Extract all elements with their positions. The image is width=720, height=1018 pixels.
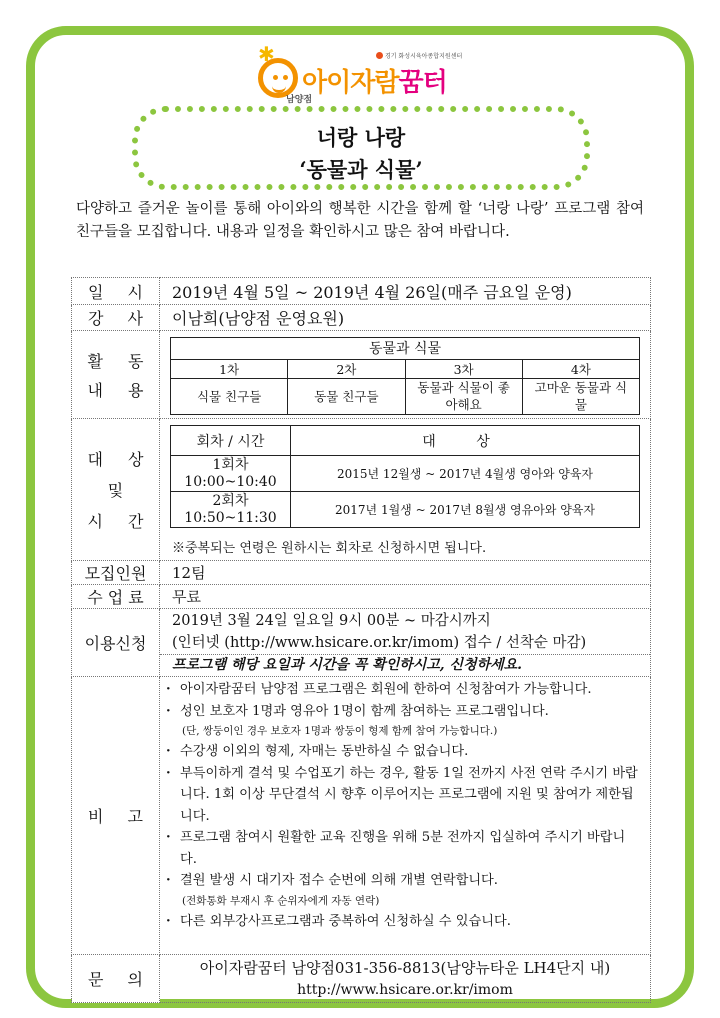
schedule-target: 2017년 1월생 ~ 2017년 8월생 영유아와 양육자 — [291, 492, 640, 528]
value-date: 2019년 4월 5일 ~ 2019년 4월 26일(매주 금요일 운영) — [160, 278, 651, 305]
program-info-table — [71, 277, 651, 1003]
row-activity — [72, 331, 651, 419]
activity-session-content: 식물 친구들 — [171, 378, 288, 414]
value-target — [160, 419, 651, 561]
schedule-target: 2015년 12월생 ~ 2017년 4월생 영아와 양육자 — [291, 456, 640, 492]
value-inquiry — [160, 955, 651, 1003]
list-item: · 수강생 이외의 형제, 자매는 동반하실 수 없습니다. — [164, 741, 642, 763]
list-item: (전화통화 부재시 후 순위자에게 자동 연락) — [182, 894, 380, 907]
logo-branch: 남양점 — [286, 95, 313, 105]
remarks-list — [160, 677, 650, 932]
label-activity: 활 동 내 용 — [72, 331, 160, 419]
schedule-session: 1회차 10:00~10:40 — [171, 456, 291, 492]
logo-name: 아이자람꿈터 — [302, 68, 447, 98]
list-item: · 부득이하게 결석 및 수업포기 하는 경우, 활동 1일 전까지 사전 연락 주시기 바랍니다. 1회 이상 무단결석 시 향후 이루어지는 프로그램에 지원 및 참여가 제한됩니다. — [164, 763, 642, 828]
schedule-row — [171, 456, 640, 492]
activity-session-no: 4차 — [522, 359, 639, 378]
row-fee — [72, 585, 651, 609]
apply-method: (인터넷 (http://www.hsicare.or.kr/imom) 접수 / 선착순 마감) — [172, 635, 587, 651]
schedule-header-time: 회차 / 시간 — [171, 426, 291, 456]
label-remarks: 비 고 — [72, 677, 160, 955]
activity-session-no: 3차 — [405, 359, 522, 378]
list-item: · 아이자람꿈터 남양점 프로그램은 회원에 한하여 신청참여가 가능합니다. — [164, 679, 642, 701]
list-item: · 프로그램 참여시 원활한 교육 진행을 위해 5분 전까지 입실하여 주시기 바랍니다. — [164, 827, 642, 870]
title-line-2: ‘동물과 식물’ — [299, 157, 423, 182]
value-teacher: 이남희(남양점 운영요원) — [160, 305, 651, 331]
list-item: · 다른 외부강사프로그램과 중복하여 신청하실 수 있습니다. — [164, 911, 642, 933]
schedule-table — [170, 425, 640, 528]
title-box — [132, 106, 590, 190]
intro-text: 다양하고 즐거운 놀이를 통해 아이와의 행복한 시간을 함께 할 ‘너랑 나랑’ 프로그램 참여 친구들을 모집합니다. 내용과 일정을 확인하시고 많은 참여 바랍니다. — [76, 201, 644, 240]
activity-session-content: 동물 친구들 — [288, 378, 405, 414]
row-target — [72, 419, 651, 561]
row-apply — [72, 609, 651, 677]
activity-table — [170, 337, 640, 415]
list-item: · 결원 발생 시 대기자 접수 순번에 의해 개별 연락합니다. — [164, 870, 642, 892]
schedule-session: 2회차 10:50~11:30 — [171, 492, 291, 528]
activity-table-title: 동물과 식물 — [171, 337, 640, 359]
activity-session-content: 동물과 식물이 좋아해요 — [405, 378, 522, 414]
value-activity — [160, 331, 651, 419]
center-logo — [258, 44, 468, 104]
apply-period: 2019년 3월 24일 일요일 9시 00분 ~ 마감시까지 — [172, 613, 491, 629]
logo-org: 경기 화성시육아종합지원센터 — [376, 51, 462, 60]
value-fee: 무료 — [160, 585, 651, 609]
value-capacity: 12팀 — [160, 561, 651, 585]
value-apply — [160, 609, 651, 677]
star-icon: ✱ — [258, 42, 275, 66]
label-teacher: 강 사 — [72, 305, 160, 331]
label-date: 일 시 — [72, 278, 160, 305]
label-inquiry: 문 의 — [72, 955, 160, 1003]
value-remarks — [160, 677, 651, 955]
list-item: (단, 쌍둥이인 경우 보호자 1명과 쌍둥이 형제 함께 참여 가능합니다.) — [182, 725, 498, 737]
label-target: 대 상 및 시 간 — [72, 419, 160, 561]
row-teacher — [72, 305, 651, 331]
title-line-1: 너랑 나랑 — [316, 125, 406, 150]
label-capacity: 모집인원 — [72, 561, 160, 585]
schedule-row — [171, 492, 640, 528]
list-item: · 성인 보호자 1명과 영유아 1명이 함께 참여하는 프로그램입니다. — [164, 701, 642, 723]
schedule-note: ※중복되는 연령은 원하시는 회차로 신청하시면 됩니다. — [172, 541, 487, 556]
label-fee: 수 업 료 — [72, 585, 160, 609]
row-date — [72, 278, 651, 305]
activity-session-no: 2차 — [288, 359, 405, 378]
row-inquiry — [72, 955, 651, 1003]
activity-session-no: 1차 — [171, 359, 288, 378]
row-capacity — [72, 561, 651, 585]
apply-notice: 프로그램 해당 요일과 시간을 꼭 확인하시고, 신청하세요. — [160, 654, 650, 676]
activity-session-content: 고마운 동물과 식물 — [522, 378, 639, 414]
row-remarks — [72, 677, 651, 955]
label-apply: 이용신청 — [72, 609, 160, 677]
inquiry-contact: 아이자람꿈터 남양점031-356-8813(남양뉴타운 LH4단지 내) — [199, 958, 611, 977]
inquiry-url[interactable]: http://www.hsicare.or.kr/imom — [297, 981, 513, 998]
schedule-header-target: 대 상 — [291, 426, 640, 456]
